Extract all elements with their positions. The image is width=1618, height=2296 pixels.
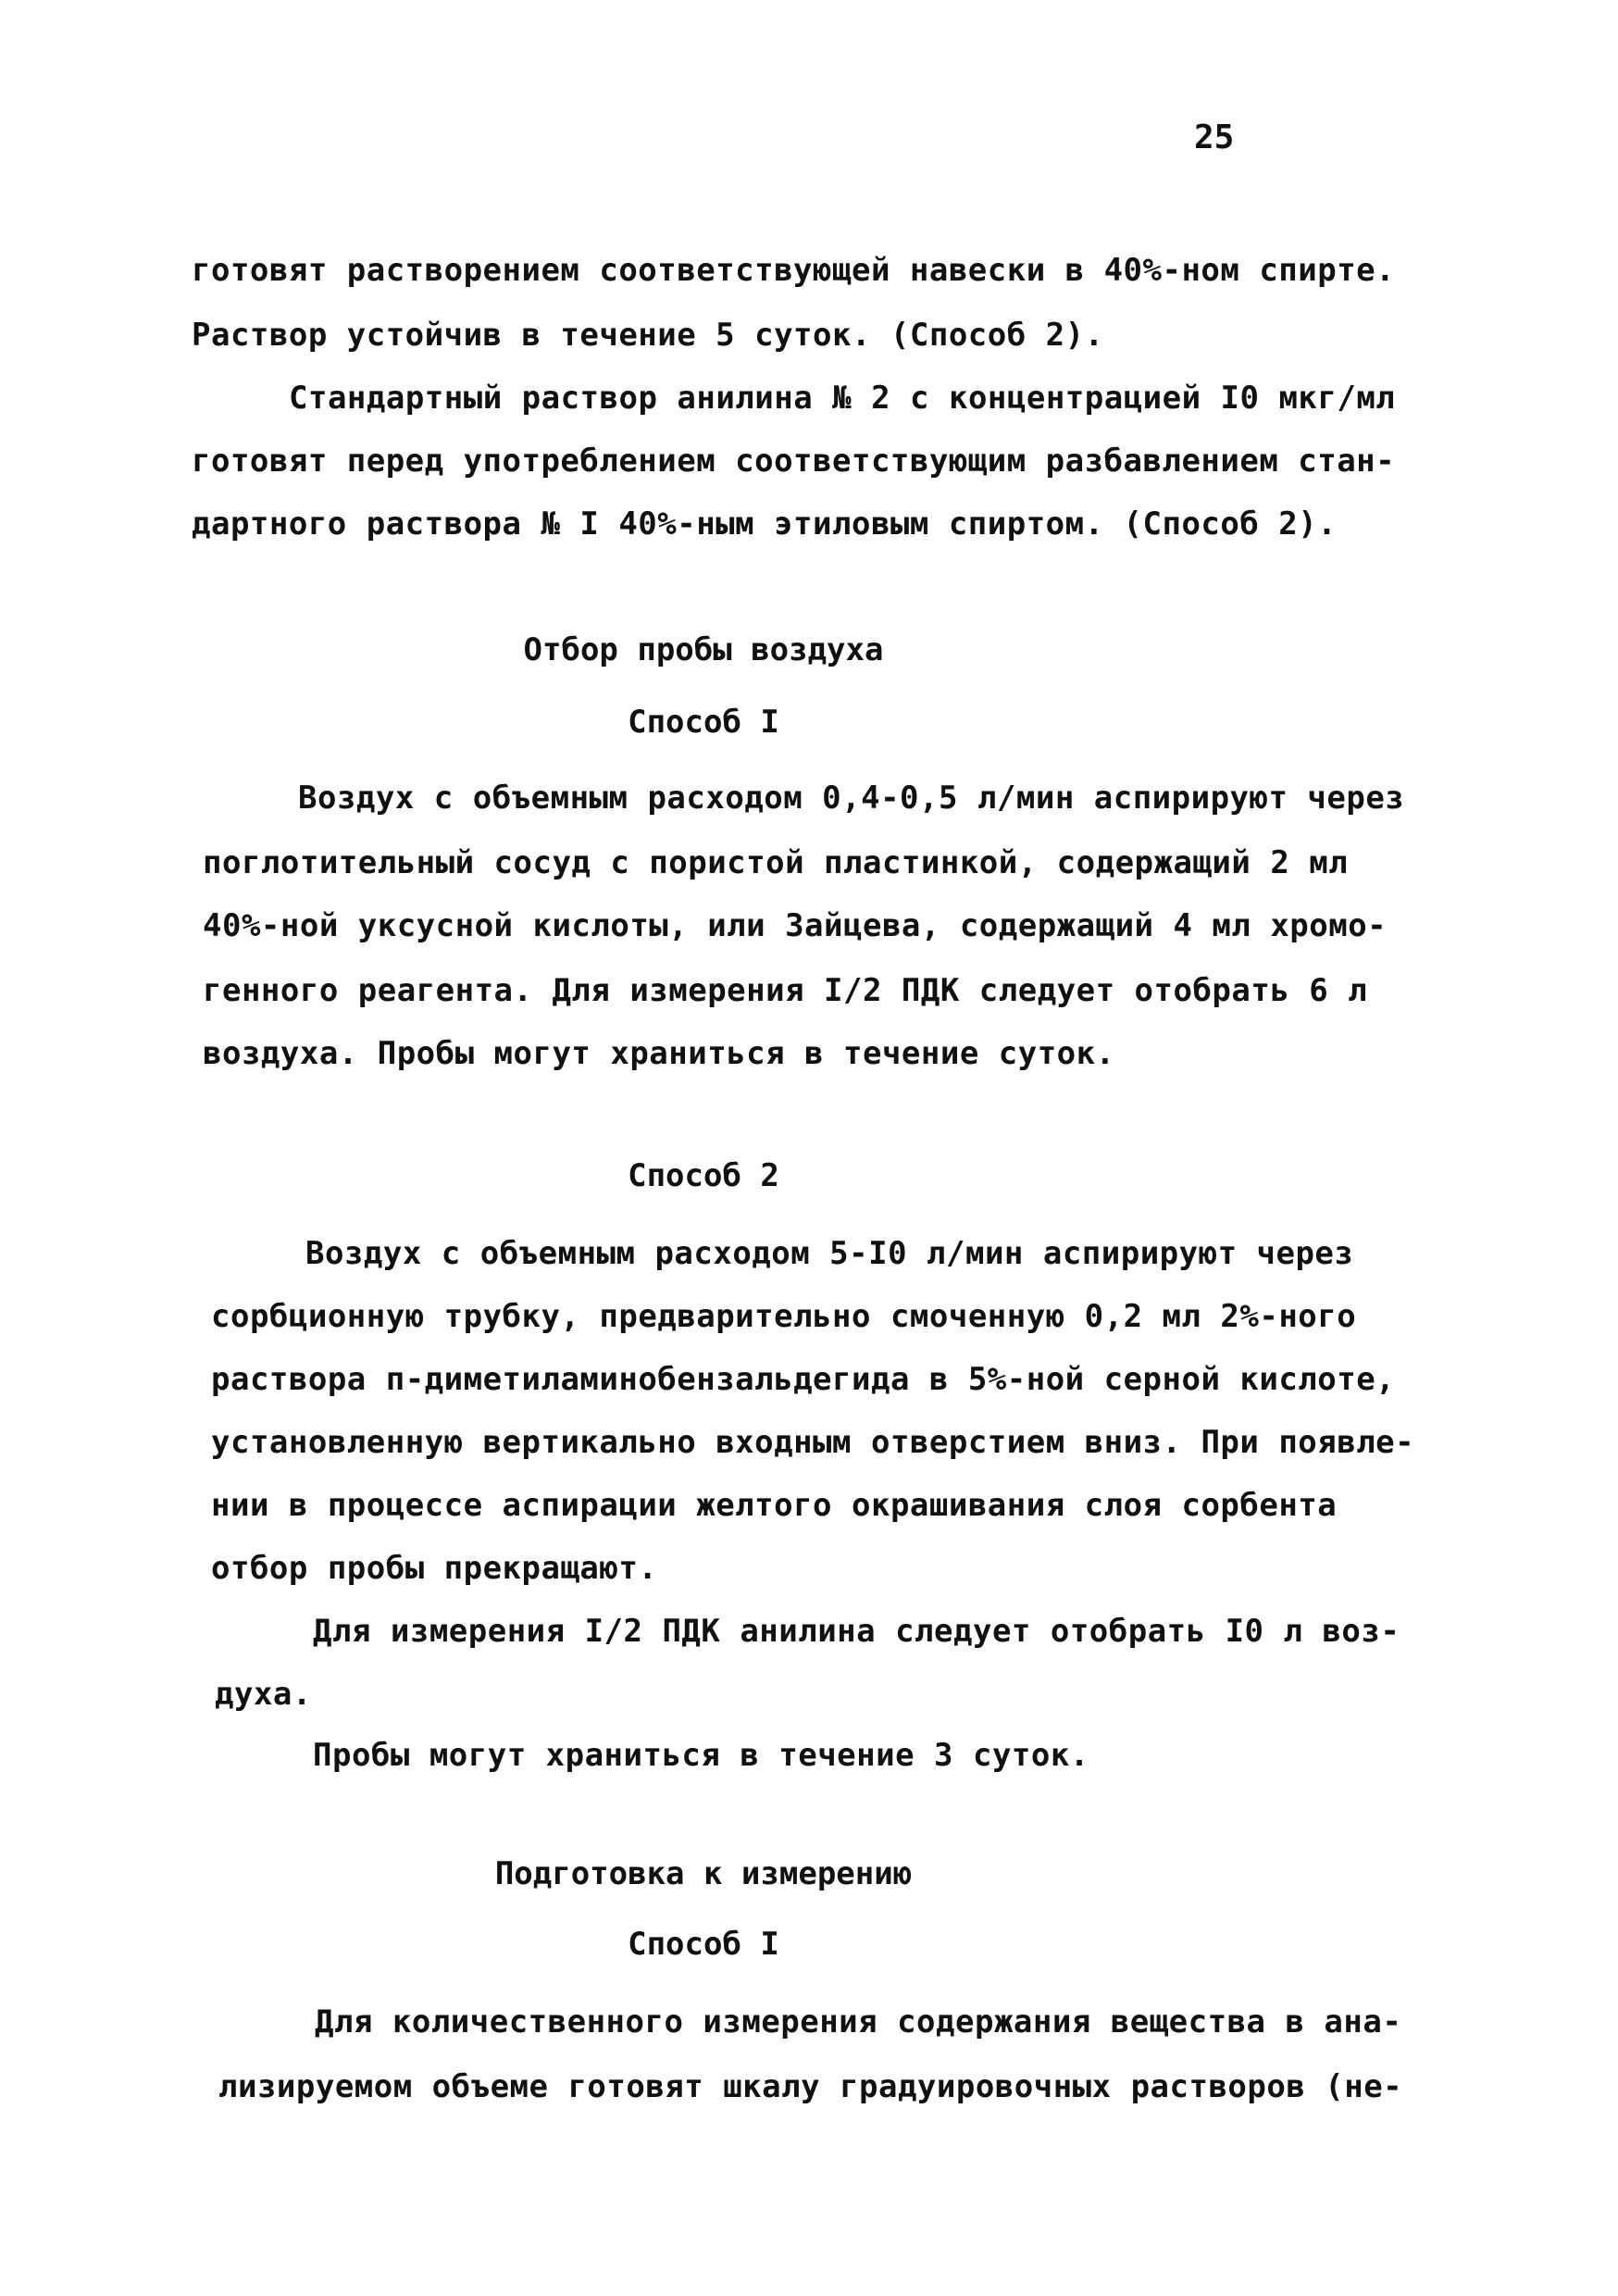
text-line: лизируемом объеме готовят шкалу градуировочных растворов (не-: [218, 2068, 1403, 2105]
text-line: Пробы могут храниться в течение 3 суток.: [313, 1737, 1089, 1774]
text-line: установленную вертикально входным отверстием вниз. При появле-: [211, 1424, 1415, 1461]
page-number: 25: [1194, 119, 1235, 156]
text-line: Для количественного измерения содержания вещества в ана-: [315, 2003, 1402, 2040]
text-line: сорбционную трубку, предварительно смоченную 0,2 мл 2%-ного: [211, 1298, 1357, 1335]
text-line: Для измерения I/2 ПДК анилина следует отобрать I0 л воз-: [313, 1613, 1400, 1650]
text-line: дартного раствора № I 40%-ным этиловым спиртом. (Способ 2).: [192, 505, 1338, 543]
subheading-preparation-method-1: Способ I: [628, 1926, 779, 1963]
text-line: Стандартный раствор анилина № 2 с концентрацией I0 мкг/мл: [289, 380, 1396, 417]
text-line: Раствор устойчив в течение 5 суток. (Способ 2).: [192, 317, 1104, 354]
text-line: отбор пробы прекращают.: [211, 1550, 658, 1587]
text-line: поглотительный сосуд с пористой пластинкой, содержащий 2 мл: [203, 844, 1349, 881]
text-line: воздуха. Пробы могут храниться в течение суток.: [203, 1035, 1115, 1072]
subheading-method-1: Способ I: [628, 704, 779, 741]
text-line: Воздух с объемным расходом 0,4-0,5 л/мин аспирируют через: [298, 780, 1405, 817]
text-line: генного реагента. Для измерения I/2 ПДК следует отобрать 6 л: [203, 972, 1368, 1009]
text-line: 40%-ной уксусной кислоты, или Зайцева, содержащий 4 мл хромо-: [203, 907, 1388, 944]
text-line: духа.: [215, 1676, 312, 1713]
subheading-method-2: Способ 2: [628, 1157, 779, 1194]
text-line: раствора п-диметиламинобензальдегида в 5%-ной серной кислоте,: [211, 1361, 1396, 1398]
section-heading-preparation: Подготовка к измерению: [494, 1855, 913, 1892]
text-line: Воздух с объемным расходом 5-I0 л/мин аспирируют через: [305, 1235, 1354, 1272]
text-line: готовят растворением соответствующей навески в 40%-ном спирте.: [192, 252, 1396, 289]
text-line: нии в процессе аспирации желтого окрашивания слоя сорбента: [211, 1487, 1338, 1524]
section-heading-air-sampling: Отбор пробы воздуха: [523, 631, 884, 668]
text-line: готовят перед употреблением соответствующим разбавлением стан-: [192, 443, 1396, 480]
